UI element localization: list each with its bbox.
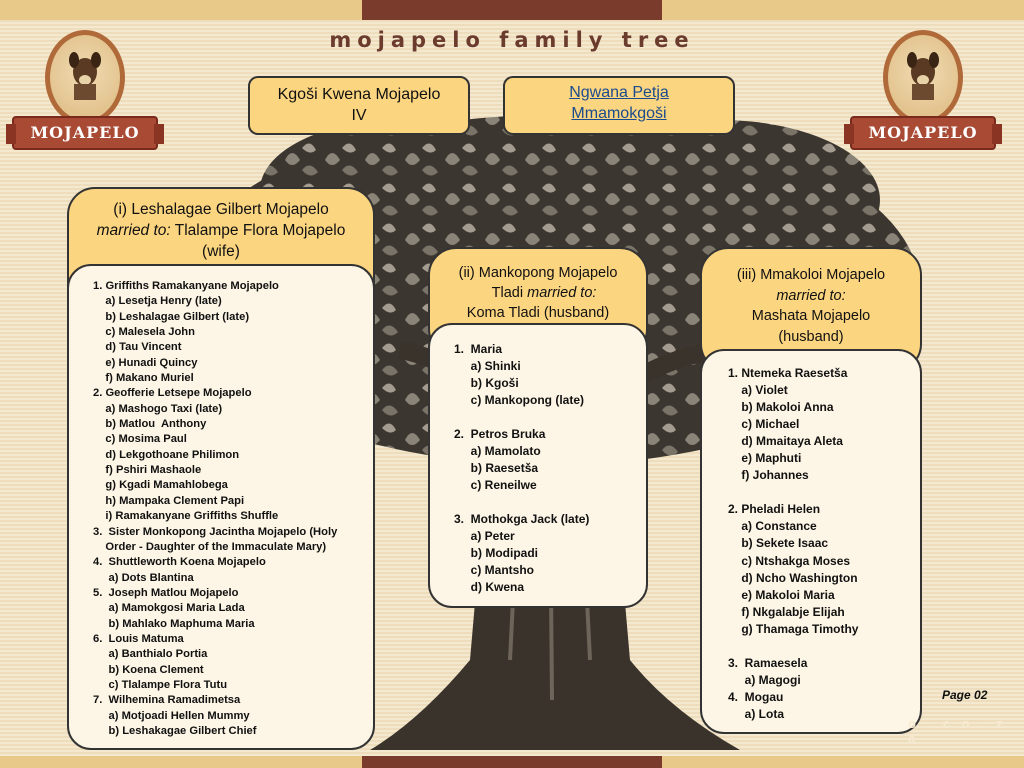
list-item: 2. Geofferie Letsepe Mojapelo (93, 387, 252, 400)
list-item: c) Tlalampe Flora Tutu (93, 678, 228, 691)
mother-surname: Mmamokgoši (571, 105, 667, 122)
mother-name: Ngwana Petja (569, 84, 669, 101)
list-item: c) Mantsho (454, 563, 535, 577)
list-item: c) Ntshakga Moses (728, 553, 851, 568)
family1-children-list (67, 264, 375, 750)
page-title: mojapelo family tree (329, 28, 695, 52)
list-item (728, 638, 920, 655)
list-item: a) Lota (728, 706, 785, 721)
list-item: i) Ramakanyane Griffiths Shuffle (93, 510, 279, 523)
list-item: d) Mmaitaya Aleta (728, 434, 843, 449)
family2-spouse: Koma Tladi (husband) (466, 305, 610, 321)
wild-dog-icon (900, 52, 946, 102)
list-item: e) Hunadi Quincy (93, 356, 198, 369)
list-item: 3. Ramaesela (728, 655, 808, 670)
list-item: a) Violet (728, 383, 788, 398)
list-item: 5. Joseph Matlou Mojapelo (93, 586, 239, 599)
list-item: a) Dots Blantina (93, 571, 194, 584)
list-item: c) Mankopong (late) (454, 393, 585, 407)
list-item: 4. Shuttleworth Koena Mojapelo (93, 556, 266, 569)
list-item (728, 484, 920, 501)
list-item: f) Pshiri Mashaole (93, 464, 202, 477)
family2-children-list (428, 323, 648, 608)
list-item: d) Tau Vincent (93, 341, 182, 354)
list-item: 6. Louis Matuma (93, 632, 184, 645)
family1-title: (i) Leshalagae Gilbert Mojapelo (113, 201, 329, 218)
wild-dog-icon (62, 52, 108, 102)
list-item: b) Raesetša (454, 461, 539, 475)
family1-spouse-role: (wife) (202, 243, 240, 260)
list-item: b) Mahlako Maphuma Maria (93, 617, 255, 630)
list-item: g) Thamaga Timothy (728, 621, 859, 636)
list-item: c) Reneilwe (454, 478, 537, 492)
mojapelo-logo-left (10, 30, 160, 150)
married-to-label: married to: (96, 222, 171, 239)
list-item: c) Mosima Paul (93, 433, 187, 446)
footer-url: o . c o . z a (908, 716, 1007, 746)
father-box (248, 76, 470, 135)
page-number: Page 02 (942, 688, 988, 702)
list-item: f) Johannes (728, 468, 809, 483)
list-item: a) Lesetja Henry (late) (93, 295, 222, 308)
list-item: b) Makoloi Anna (728, 400, 834, 415)
list-item: 1. Griffiths Ramakanyane Mojapelo (93, 280, 279, 292)
list-item: b) Sekete Isaac (728, 536, 829, 551)
mojapelo-logo-right (848, 30, 998, 150)
list-item: f) Nkgalabje Elijah (728, 604, 845, 619)
list-item: b) Leshalagae Gilbert (late) (93, 310, 250, 323)
list-item: f) Makano Muriel (93, 372, 194, 385)
list-item: 1. Ntemeka Raesetša (728, 366, 848, 380)
family3-spouse-role: (husband) (778, 328, 844, 345)
list-item: a) Motjoadi Hellen Mummy (93, 709, 250, 722)
family3-spouse: Mashata Mojapelo (751, 308, 871, 324)
list-item: 4. Mogau (728, 689, 784, 704)
married-to-label: married to: (776, 287, 846, 304)
list-item: g) Kgadi Mamahlobega (93, 479, 228, 492)
list-item: h) Mampaka Clement Papi (93, 494, 245, 507)
list-item: 2. Petros Bruka (454, 427, 546, 441)
list-item: b) Leshakagae Gilbert Chief (93, 724, 257, 737)
family1-spouse-line (69, 220, 373, 241)
top-border-accent (362, 0, 662, 20)
family3-title: (iii) Mmakoloi Mojapelo (736, 267, 886, 283)
list-item: a) Mashogo Taxi (late) (93, 402, 223, 415)
list-item: a) Magogi (728, 672, 801, 687)
family2-name-line (430, 283, 646, 303)
family1-spouse: Tlalampe Flora Mojapelo (174, 222, 346, 239)
family3-children-list (700, 349, 922, 734)
list-item: a) Mamokgosi Maria Lada (93, 602, 245, 615)
list-item: d) Lekgothoane Philimon (93, 448, 240, 461)
father-name: Kgoši Kwena Mojapelo (277, 86, 441, 103)
list-item (454, 409, 646, 426)
logo-banner: MOJAPELO (12, 116, 158, 150)
list-item: 7. Wilhemina Ramadimetsa (93, 694, 241, 707)
list-item: d) Ncho Washington (728, 570, 858, 585)
married-to-label: married to: (527, 285, 597, 301)
list-item: b) Matlou Anthony (93, 418, 207, 431)
family2-name2: Tladi (491, 285, 524, 301)
list-item: c) Michael (728, 417, 800, 432)
list-item: Order - Daughter of the Immaculate Mary) (93, 540, 327, 553)
list-item: a) Shinki (454, 359, 521, 373)
mother-box (503, 76, 735, 135)
family2-title: (ii) Mankopong Mojapelo (458, 265, 618, 281)
list-item: b) Kgoši (454, 376, 519, 390)
list-item: a) Mamolato (454, 444, 541, 458)
list-item: 2. Pheladi Helen (728, 502, 821, 517)
father-title: IV (351, 107, 367, 124)
list-item: a) Peter (454, 529, 515, 543)
logo-banner: MOJAPELO (850, 116, 996, 150)
list-item: c) Malesela John (93, 326, 195, 339)
list-item: a) Banthialo Portia (93, 648, 208, 661)
list-item: e) Makoloi Maria (728, 587, 835, 602)
list-item: 1. Maria (454, 342, 503, 356)
list-item (454, 494, 646, 511)
list-item: a) Constance (728, 519, 817, 534)
list-item: b) Modipadi (454, 546, 538, 560)
top-border-bar (0, 0, 1024, 20)
list-item: e) Maphuti (728, 451, 802, 466)
list-item: d) Kwena (454, 580, 525, 594)
list-item: 3. Sister Monkopong Jacintha Mojapelo (Holy (93, 525, 338, 538)
list-item: 3. Mothokga Jack (late) (454, 512, 590, 526)
list-item: b) Koena Clement (93, 663, 204, 676)
